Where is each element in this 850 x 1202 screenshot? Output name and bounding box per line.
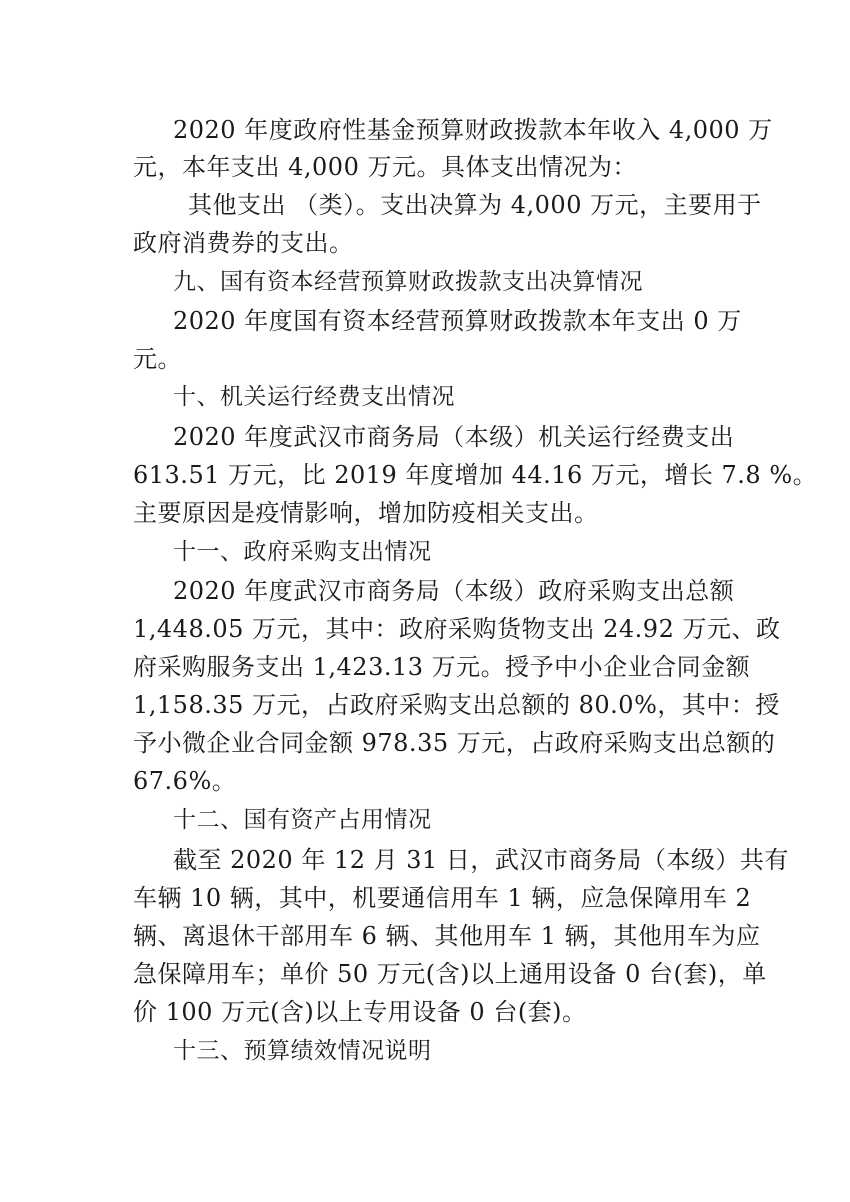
paragraph-line: 2020 年度国有资本经营预算财政拨款本年支出 0 万 xyxy=(173,307,742,335)
section-heading-9: 九、国有资本经营预算财政拨款支出决算情况 xyxy=(173,269,643,295)
paragraph-line: 车辆 10 辆，其中，机要通信用车 1 辆，应急保障用车 2 xyxy=(133,884,752,912)
paragraph-line: 予小微企业合同金额 978.35 万元，占政府采购支出总额的 xyxy=(133,729,776,757)
paragraph-line: 2020 年度武汉市商务局（本级）机关运行经费支出 xyxy=(173,423,735,451)
section-heading-13: 十三、预算绩效情况说明 xyxy=(173,1038,432,1064)
paragraph-line: 其他支出 （类）。支出决算为 4,000 万元，主要用于 xyxy=(188,191,762,219)
paragraph-line: 截至 2020 年 12 月 31 日，武汉市商务局（本级）共有 xyxy=(173,846,789,874)
paragraph-line: 急保障用车；单价 50 万元(含)以上通用设备 0 台(套)，单 xyxy=(133,960,767,988)
paragraph-line: 政府消费券的支出。 xyxy=(133,229,354,257)
paragraph-line: 元。 xyxy=(133,345,182,373)
paragraph-line: 613.51 万元，比 2019 年度增加 44.16 万元，增长 7.8 %。 xyxy=(133,461,818,489)
paragraph-line: 府采购服务支出 1,423.13 万元。授予中小企业合同金额 xyxy=(133,653,751,681)
section-heading-12: 十二、国有资产占用情况 xyxy=(173,807,432,833)
paragraph-line: 辆、离退休干部用车 6 辆、其他用车 1 辆，其他用车为应 xyxy=(133,922,761,950)
paragraph-line: 1,448.05 万元，其中：政府采购货物支出 24.92 万元、政 xyxy=(133,615,781,643)
paragraph-line: 2020 年度政府性基金预算财政拨款本年收入 4,000 万 xyxy=(173,116,773,144)
paragraph-line: 1,158.35 万元，占政府采购支出总额的 80.0%，其中：授 xyxy=(133,691,780,719)
paragraph-line: 67.6%。 xyxy=(133,767,237,795)
paragraph-line: 主要原因是疫情影响，增加防疫相关支出。 xyxy=(133,499,599,527)
paragraph-line: 2020 年度武汉市商务局（本级）政府采购支出总额 xyxy=(173,577,735,605)
paragraph-line: 元，本年支出 4,000 万元。具体支出情况为： xyxy=(133,153,637,181)
paragraph-line: 价 100 万元(含)以上专用设备 0 台(套)。 xyxy=(133,998,587,1026)
section-heading-11: 十一、政府采购支出情况 xyxy=(173,539,432,565)
section-heading-10: 十、机关运行经费支出情况 xyxy=(173,384,455,410)
